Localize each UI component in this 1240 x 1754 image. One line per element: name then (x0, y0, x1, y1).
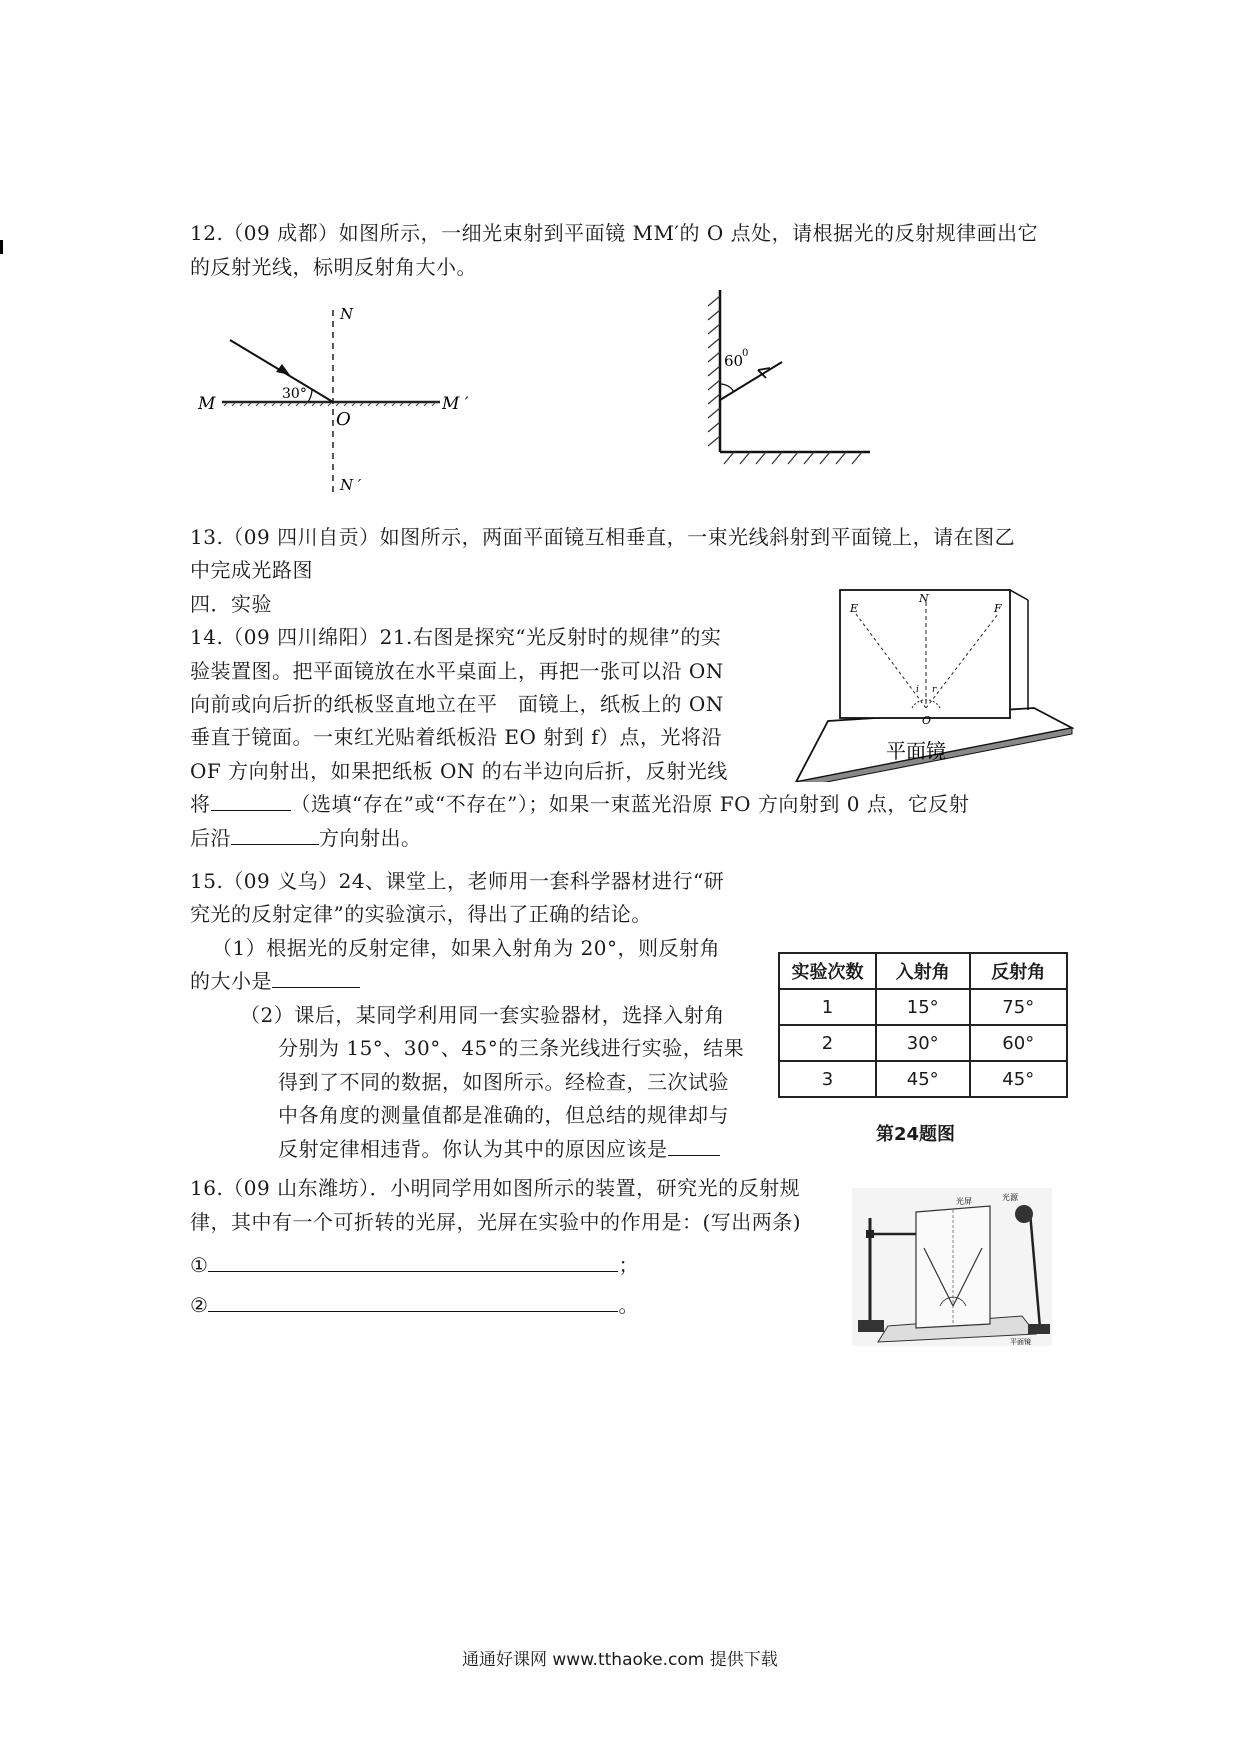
q14-line2: 验装置图。把平面镜放在水平桌面上，再把一张可以沿 ON (190, 659, 724, 683)
q14-line7-start: 后沿 (190, 826, 231, 850)
q16-line2: 律，其中有一个可折转的光屏，光屏在实验中的作用是：(写出两条) (190, 1210, 802, 1234)
experiment-table (778, 952, 1068, 1098)
angle-arc-60 (720, 384, 734, 392)
reflection-board-figure (788, 586, 1074, 782)
cell: 2 (779, 1025, 876, 1061)
table-caption: 第24题图 (876, 1124, 956, 1145)
paper-board (840, 590, 1010, 718)
q14-line6 (190, 789, 969, 819)
q15-line1: 15.（09 义乌）24、课堂上，老师用一套科学器材进行“研 (190, 869, 725, 893)
item-marker-2: ② (190, 1293, 209, 1317)
cell: 45° (970, 1061, 1067, 1097)
q15-line8: 中各角度的测量值都是准确的，但总结的规律却与 (278, 1103, 729, 1127)
perpendicular-mirrors-figure (700, 286, 880, 472)
label-m: M (198, 394, 216, 414)
q14-line1: 14.（09 四川绵阳）21.右图是探究“光反射时的规律”的实 (190, 625, 722, 649)
q12-line1: 12.（09 成都）如图所示，一细光束射到平面镜 MM′的 O 点处，请根据光的反射规律画出它 (190, 221, 1039, 245)
answer-blank-role-1[interactable] (208, 1253, 618, 1272)
cell: 60° (970, 1025, 1067, 1061)
table-header-row (779, 953, 1067, 989)
label-f: F (994, 602, 1002, 615)
answer-blank-exist[interactable] (211, 792, 291, 811)
answer-blank-direction[interactable] (231, 826, 319, 845)
label-r: r (932, 685, 937, 695)
mirror-label: 平面镜 (886, 739, 946, 763)
label-o: O (922, 714, 932, 727)
degree-mark: 0 (742, 348, 749, 359)
q15-line4 (190, 966, 360, 996)
header-reflection: 反射角 (970, 953, 1067, 989)
cell: 30° (876, 1025, 970, 1061)
label-n: N (919, 592, 929, 605)
light-source-icon (1015, 1205, 1033, 1223)
q14-line6-start: 将 (190, 792, 211, 816)
q12-line2: 的反射光线，标明反射角大小。 (190, 255, 477, 279)
angle-60-label: 60 (724, 352, 744, 370)
q15-line2: 究光的反射定律”的实验演示，得出了正确的结论。 (190, 902, 652, 926)
answer-blank-angle[interactable] (272, 969, 360, 988)
cell: 15° (876, 989, 970, 1025)
section-heading: 四．实验 (190, 592, 272, 616)
q15-line9-text: 反射定律相违背。你认为其中的原因应该是 (278, 1137, 668, 1161)
label-m-prime: M ′ (442, 394, 469, 414)
angle-arc (308, 390, 312, 402)
scan-edge-mark (0, 240, 3, 254)
q15-line7: 得到了不同的数据，如图所示。经检查，三次试验 (278, 1070, 729, 1094)
screen-label: 光屏 (956, 1197, 972, 1206)
header-trial: 实验次数 (779, 953, 876, 989)
cell: 45° (876, 1061, 970, 1097)
item-marker-1: ① (190, 1253, 209, 1277)
item-2-end: 。 (618, 1293, 639, 1317)
q15-line4-text: 的大小是 (190, 969, 272, 993)
q14-line4: 垂直于镜面。一束红光贴着纸板沿 EO 射到 f）点，光将沿 (190, 725, 722, 749)
q14-line7 (190, 823, 422, 853)
table-row (779, 989, 1067, 1025)
arrow-head-icon (276, 364, 290, 375)
stand-base (858, 1320, 884, 1332)
q15-line3: （1）根据光的反射定律，如果入射角为 20°，则反射角 (212, 936, 721, 960)
item-1-end: ； (618, 1253, 639, 1277)
table-row (779, 1025, 1067, 1061)
q14-line6-end: （选填“存在”或“不存在”）；如果一束蓝光沿原 FO 方向射到 0 点，它反射 (290, 792, 970, 816)
source-label: 光源 (1002, 1193, 1018, 1202)
answer-blank-reason[interactable] (668, 1137, 720, 1156)
answer-blank-role-2[interactable] (208, 1293, 618, 1312)
mirror-label: 平面镜 (1010, 1338, 1031, 1346)
header-incidence: 入射角 (876, 953, 970, 989)
q16-line1: 16.（09 山东潍坊）．小明同学用如图所示的装置，研究光的反射规 (190, 1176, 801, 1200)
label-i: i (916, 685, 919, 695)
q15-line5: （2）课后，某同学利用同一套实验器材，选择入射角 (240, 1003, 725, 1027)
page-footer: 通通好课网 www.tthaoke.com 提供下载 (462, 1650, 778, 1670)
q14-line7-end: 方向射出。 (319, 826, 422, 850)
q14-line3: 向前或向后折的纸板竖直地立在平 面镜上，纸板上的 ON (190, 692, 724, 716)
cell: 75° (970, 989, 1067, 1025)
q13-line2: 中完成光路图 (190, 558, 313, 582)
q14-line5: OF 方向射出，如果把纸板 ON 的右半边向后折，反射光线 (190, 759, 728, 783)
table-row (779, 1061, 1067, 1097)
label-n-prime: N ′ (340, 476, 362, 494)
q15-line9 (278, 1134, 720, 1164)
reflection-figure-mm (190, 292, 490, 504)
label-e: E (850, 602, 859, 615)
q16-answer-2 (190, 1290, 639, 1320)
angle-label: 30° (282, 386, 307, 402)
label-n: N (340, 305, 354, 323)
q13-line1: 13.（09 四川自贡）如图所示，两面平面镜互相垂直，一束光线斜射到平面镜上，请在图乙 (190, 525, 1016, 549)
apparatus-figure (852, 1188, 1052, 1346)
label-o: O (336, 409, 351, 430)
q16-answer-1 (190, 1250, 639, 1280)
q15-line6: 分别为 15°、30°、45°的三条光线进行实验，结果 (278, 1036, 745, 1060)
cell: 3 (779, 1061, 876, 1097)
cell: 1 (779, 989, 876, 1025)
